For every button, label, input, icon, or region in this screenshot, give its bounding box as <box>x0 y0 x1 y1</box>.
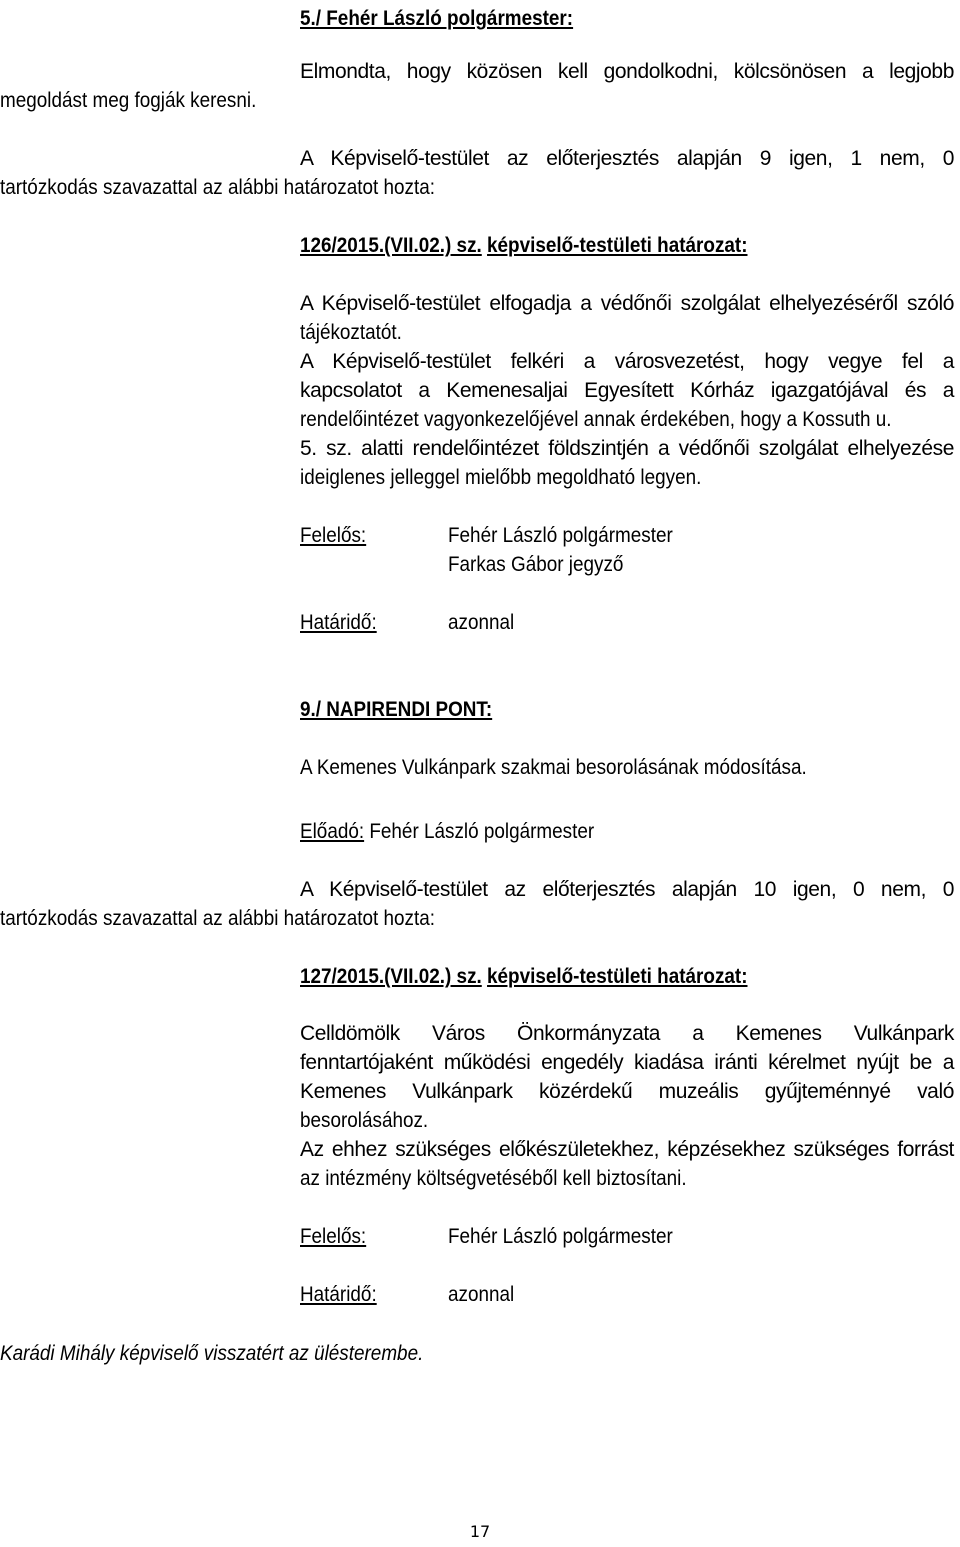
resolution-text-line: Celldömölk Város Önkormányzata a Kemenes Vulkánpark <box>300 1022 954 1045</box>
deadline-label: Határidő: <box>300 611 377 634</box>
paragraph-line: megoldást meg fogják keresni. <box>0 89 257 112</box>
deadline-value: azonnal <box>448 1283 515 1306</box>
resolution-text-line: besorolásához. <box>300 1109 429 1132</box>
resolution-heading <box>300 233 747 259</box>
vote-line: A Képviselő-testület az előterjesztés alapján 9 igen, 1 nem, 0 <box>300 147 954 170</box>
resolution-text-line: Az ehhez szükséges előkészületekhez, képzésekhez szükséges forrást <box>300 1138 954 1161</box>
resolution-text-line: kapcsolatot a Kemenesaljai Egyesített Kórház igazgatójával és a <box>300 379 954 402</box>
resolution-text-line: 5. sz. alatti rendelőintézet földszintjén a védőnői szolgálat elhelyezése <box>300 437 954 460</box>
presenter-name: Fehér László polgármester <box>364 820 595 843</box>
resolution-title: képviselő-testületi határozat: <box>487 234 748 257</box>
vote-line: tartózkodás szavazattal az alábbi határozatot hozta: <box>0 176 435 199</box>
resolution-number: 127/2015.(VII.02.) sz. <box>300 965 482 988</box>
page-number: 17 <box>469 1522 491 1541</box>
italic-note: Karádi Mihály képviselő visszatért az ülésterembe. <box>0 1342 424 1365</box>
section-heading: 5./ Fehér László polgármester: <box>300 7 574 30</box>
vote-line: tartózkodás szavazattal az alábbi határozatot hozta: <box>0 907 435 930</box>
responsible-label: Felelős: <box>300 1225 367 1248</box>
deadline-value: azonnal <box>448 611 515 634</box>
responsible-label: Felelős: <box>300 524 367 547</box>
resolution-text-line: fenntartójaként működési engedély kiadása iránti kérelmet nyújt be a <box>300 1051 954 1074</box>
responsible-person: Fehér László polgármester <box>448 524 673 547</box>
resolution-number: 126/2015.(VII.02.) sz. <box>300 234 482 257</box>
agenda-heading: 9./ NAPIRENDI PONT: <box>300 698 493 721</box>
agenda-subject: A Kemenes Vulkánpark szakmai besorolásának módosítása. <box>300 756 807 779</box>
presenter-label: Előadó: <box>300 820 365 843</box>
resolution-text-line: A Képviselő-testület elfogadja a védőnői szolgálat elhelyezéséről szóló <box>300 292 954 315</box>
resolution-text-line: rendelőintézet vagyonkezelőjével annak érdekében, hogy a Kossuth u. <box>300 408 892 431</box>
vote-line: A Képviselő-testület az előterjesztés alapján 10 igen, 0 nem, 0 <box>300 878 954 901</box>
resolution-title: képviselő-testületi határozat: <box>487 965 748 988</box>
responsible-person: Farkas Gábor jegyző <box>448 553 624 576</box>
resolution-text-line: tájékoztatót. <box>300 321 402 344</box>
resolution-text-line: Kemenes Vulkánpark közérdekű muzeális gyűjteménnyé való <box>300 1080 954 1103</box>
resolution-text-line: ideiglenes jelleggel mielőbb megoldható legyen. <box>300 466 702 489</box>
resolution-text-line: A Képviselő-testület felkéri a városvezetést, hogy vegye fel a <box>300 350 954 373</box>
resolution-text-line: az intézmény költségvetéséből kell biztosítani. <box>300 1167 687 1190</box>
deadline-label: Határidő: <box>300 1283 377 1306</box>
paragraph-line: Elmondta, hogy közösen kell gondolkodni, kölcsönösen a legjobb <box>300 60 954 83</box>
responsible-person: Fehér László polgármester <box>448 1225 673 1248</box>
resolution-heading <box>300 964 747 990</box>
presenter-line <box>300 819 594 845</box>
